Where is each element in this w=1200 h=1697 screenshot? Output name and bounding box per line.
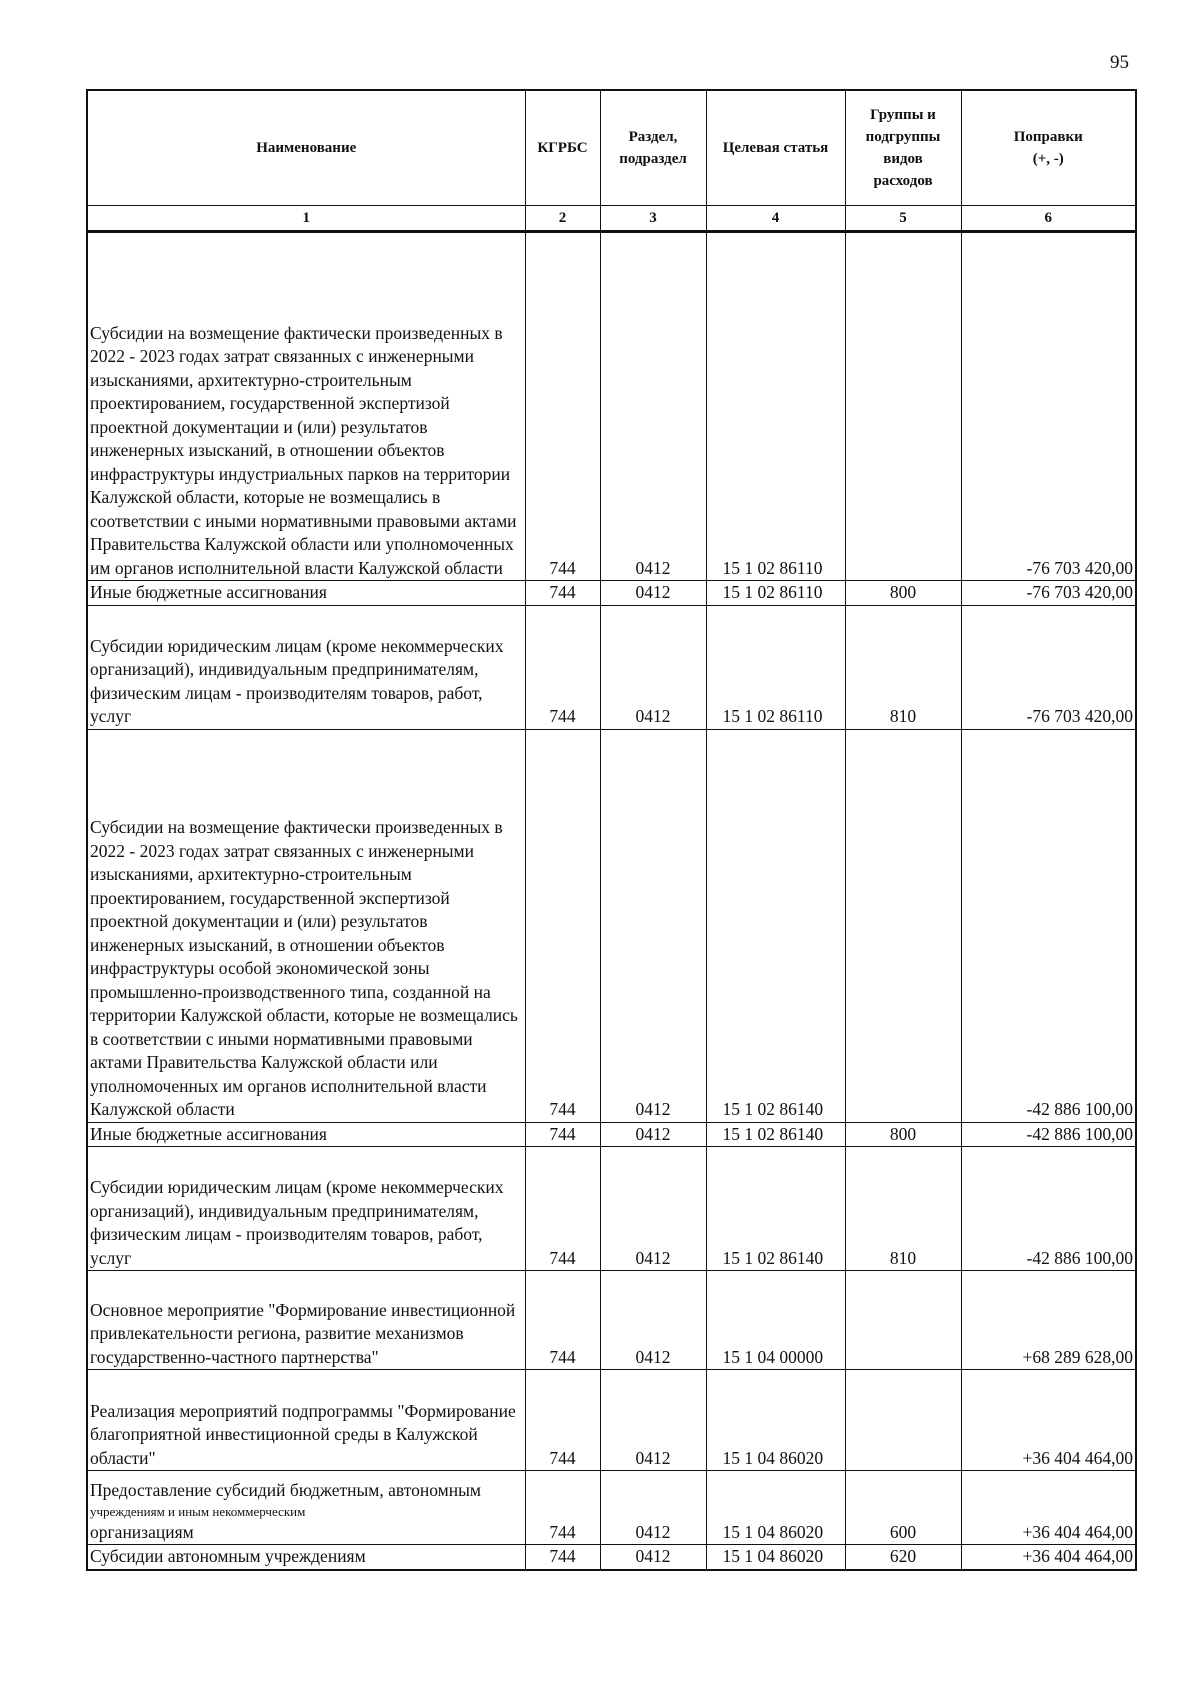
cell-section: 0412 [600, 729, 706, 1122]
cell-expense-group: 800 [845, 581, 961, 606]
cell-amount: -76 703 420,00 [961, 605, 1136, 729]
cell-kgrbs: 744 [525, 1370, 600, 1471]
table-row [87, 1471, 1136, 1545]
cell-target: 15 1 04 86020 [706, 1370, 845, 1471]
cell-name: Субсидии на возмещение фактически произведенных в 2022 - 2023 годах затрат связанных с инженерными изысканиями, архитектурно-строительным проектированием, государственной экспертизой проектной документации и (или) результатов инженерных изысканий, в отношении объектов инфраструктуры индустриальных парков на территории Калужской области, которые не возмещались в соответствии с иными нормативными правовыми актами Правительства Калужской области или уполномоченных им органов исполнительной власти Калужской области [87, 232, 525, 581]
cell-amount: -76 703 420,00 [961, 581, 1136, 606]
cell-name [87, 1471, 525, 1545]
cell-kgrbs: 744 [525, 1147, 600, 1271]
table-row [87, 581, 1136, 606]
cell-name: Реализация мероприятий подпрограммы "Формирование благоприятной инвестиционной среды в Калужской области" [87, 1370, 525, 1471]
cell-expense-group: 810 [845, 1147, 961, 1271]
cell-kgrbs: 744 [525, 1271, 600, 1370]
cell-section: 0412 [600, 1545, 706, 1570]
cell-target: 15 1 02 86140 [706, 1122, 845, 1147]
cell-section: 0412 [600, 1471, 706, 1545]
cell-name: Субсидии юридическим лицам (кроме некоммерческих организаций), индивидуальным предпринимателям, физическим лицам - производителям товаров, работ, услуг [87, 605, 525, 729]
cell-expense-group: 800 [845, 1122, 961, 1147]
cell-target: 15 1 02 86110 [706, 605, 845, 729]
cell-amount: +36 404 464,00 [961, 1370, 1136, 1471]
cell-amount: +68 289 628,00 [961, 1271, 1136, 1370]
cell-section: 0412 [600, 1370, 706, 1471]
cell-target: 15 1 04 86020 [706, 1471, 845, 1545]
cell-name: Основное мероприятие "Формирование инвестиционной привлекательности региона, развитие механизмов государственно-частного партнерства" [87, 1271, 525, 1370]
table-row [87, 1271, 1136, 1370]
cell-target: 15 1 02 86110 [706, 232, 845, 581]
table-header [87, 90, 1136, 232]
cell-expense-group: 620 [845, 1545, 961, 1570]
cell-name-line2: учреждениям и иным некоммерческим [90, 1503, 306, 1519]
table-row [87, 1122, 1136, 1147]
cell-expense-group [845, 729, 961, 1122]
cell-expense-group [845, 1271, 961, 1370]
table-row [87, 232, 1136, 581]
cell-amount: +36 404 464,00 [961, 1471, 1136, 1545]
header-expense-group-line3: видов [883, 151, 923, 167]
header-amount [961, 90, 1136, 206]
cell-kgrbs: 744 [525, 1545, 600, 1570]
header-expense-group-line4: расходов [873, 173, 933, 189]
cell-section: 0412 [600, 232, 706, 581]
cell-target: 15 1 02 86140 [706, 729, 845, 1122]
cell-name: Субсидии автономным учреждениям [87, 1545, 525, 1570]
cell-expense-group [845, 232, 961, 581]
table-row [87, 605, 1136, 729]
cell-kgrbs: 744 [525, 1471, 600, 1545]
cell-amount: -76 703 420,00 [961, 232, 1136, 581]
header-section [600, 90, 706, 206]
header-expense-group [845, 90, 961, 206]
cell-name-line1: Предоставление субсидий бюджетным, автономным [90, 1480, 481, 1500]
header-kgrbs: КГРБС [525, 90, 600, 206]
cell-target: 15 1 02 86140 [706, 1147, 845, 1271]
header-num-2: 2 [525, 206, 600, 232]
header-amount-line2: (+, -) [1032, 151, 1064, 167]
cell-section: 0412 [600, 1147, 706, 1271]
cell-amount: -42 886 100,00 [961, 729, 1136, 1122]
cell-section: 0412 [600, 1122, 706, 1147]
table-row [87, 1147, 1136, 1271]
cell-name: Иные бюджетные ассигнования [87, 1122, 525, 1147]
cell-amount: +36 404 464,00 [961, 1545, 1136, 1570]
header-section-line1: Раздел, [628, 129, 678, 145]
cell-name: Субсидии на возмещение фактически произведенных в 2022 - 2023 годах затрат связанных с инженерными изысканиями, архитектурно-строительным проектированием, государственной экспертизой проектной документации и (или) результатов инженерных изысканий, в отношении объектов инфраструктуры особой экономической зоны промышленно-производственного типа, созданной на территории Калужской области, которые не возмещались в соответствии с иными нормативными правовыми актами Правительства Калужской области или уполномоченных им органов исполнительной власти Калужской области [87, 729, 525, 1122]
page-number: 95 [1110, 52, 1129, 73]
cell-kgrbs: 744 [525, 605, 600, 729]
cell-amount: -42 886 100,00 [961, 1147, 1136, 1271]
cell-name-line3: организациям [90, 1521, 194, 1542]
header-section-line2: подраздел [619, 151, 687, 167]
cell-expense-group [845, 1370, 961, 1471]
table-body [87, 232, 1136, 1570]
cell-section: 0412 [600, 1271, 706, 1370]
cell-kgrbs: 744 [525, 581, 600, 606]
header-num-1: 1 [87, 206, 525, 232]
cell-name: Иные бюджетные ассигнования [87, 581, 525, 606]
header-num-6: 6 [961, 206, 1136, 232]
header-expense-group-line2: подгруппы [865, 129, 941, 145]
cell-name: Субсидии юридическим лицам (кроме некоммерческих организаций), индивидуальным предпринимателям, физическим лицам - производителям товаров, работ, услуг [87, 1147, 525, 1271]
header-num-4: 4 [706, 206, 845, 232]
header-num-5: 5 [845, 206, 961, 232]
cell-expense-group: 810 [845, 605, 961, 729]
header-expense-group-line1: Группы и [870, 107, 936, 123]
cell-target: 15 1 02 86110 [706, 581, 845, 606]
header-amount-line1: Поправки [1013, 129, 1083, 145]
table-row [87, 729, 1136, 1122]
cell-kgrbs: 744 [525, 729, 600, 1122]
cell-target: 15 1 04 86020 [706, 1545, 845, 1570]
cell-kgrbs: 744 [525, 232, 600, 581]
cell-target: 15 1 04 00000 [706, 1271, 845, 1370]
cell-section: 0412 [600, 581, 706, 606]
header-target: Целевая статья [706, 90, 845, 206]
table-row [87, 1545, 1136, 1570]
cell-expense-group: 600 [845, 1471, 961, 1545]
cell-amount: -42 886 100,00 [961, 1122, 1136, 1147]
table-row [87, 1370, 1136, 1471]
header-name: Наименование [87, 90, 525, 206]
cell-section: 0412 [600, 605, 706, 729]
header-num-3: 3 [600, 206, 706, 232]
cell-kgrbs: 744 [525, 1122, 600, 1147]
budget-table [86, 89, 1137, 1571]
